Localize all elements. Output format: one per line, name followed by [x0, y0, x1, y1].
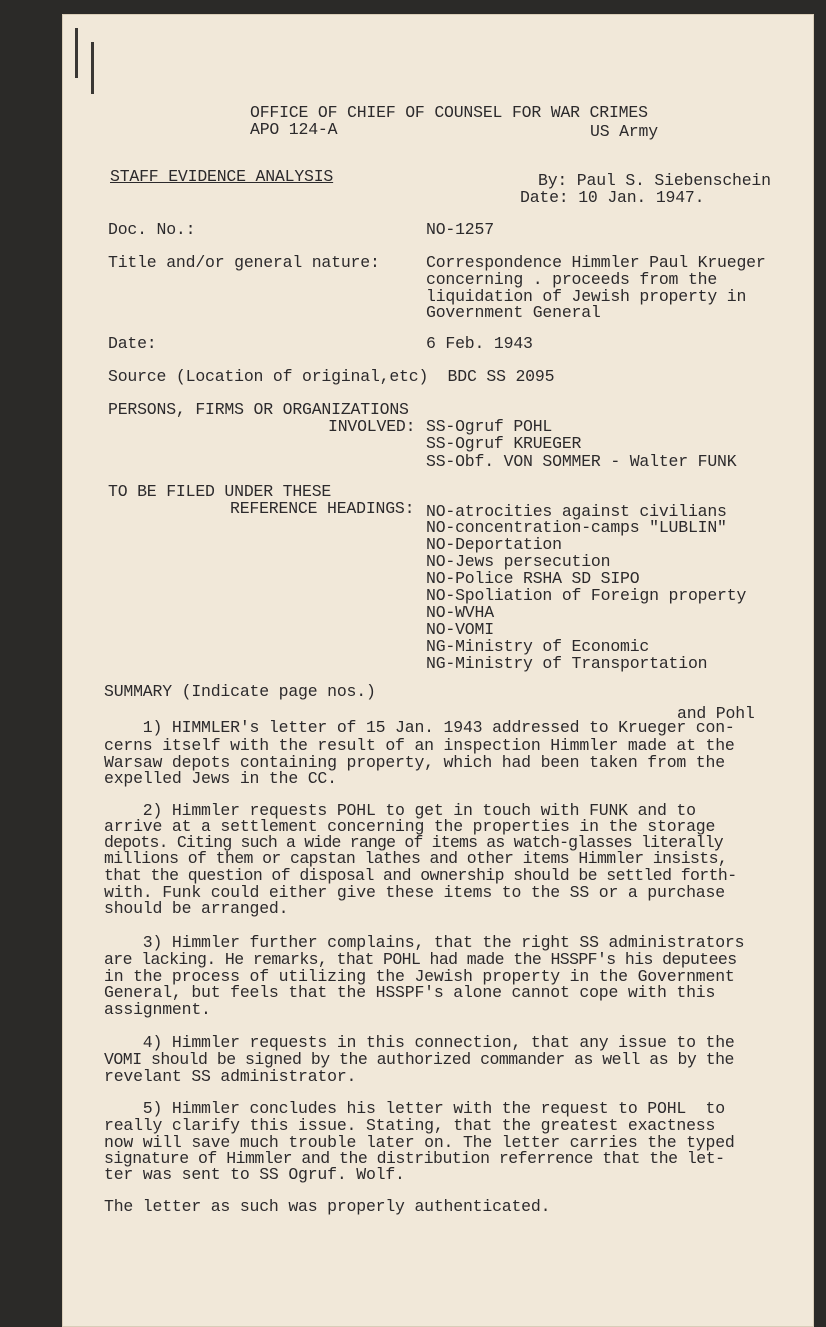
summary-p2-line: that the question of disposal and ownership should be settled forth-: [104, 866, 737, 885]
summary-p5-line: now will save much trouble later on. The letter carries the typed: [104, 1133, 735, 1152]
source-line: Source (Location of original,etc) BDC SS 2095: [108, 367, 555, 386]
binder-mark: [75, 28, 78, 78]
summary-p5-line: ter was sent to SS Ogruf. Wolf.: [104, 1165, 405, 1184]
heading-entry: NG-Ministry of Economic: [426, 637, 650, 656]
apo-number: APO 124-A: [250, 120, 338, 139]
summary-p2-line: with. Funk could either give these items to the SS or a purchase: [104, 883, 725, 902]
summary-p5-line: signature of Himmler and the distribution referrence that the let-: [104, 1149, 725, 1168]
analyst-name: By: Paul S. Siebenschein: [538, 171, 771, 190]
summary-p1-line: expelled Jews in the CC.: [104, 769, 337, 788]
heading-entry: NO-concentration-camps "LUBLIN": [426, 518, 727, 537]
analysis-title: STAFF EVIDENCE ANALYSIS: [110, 167, 334, 186]
filed-label: REFERENCE HEADINGS:: [230, 499, 415, 518]
summary-p1-line: Warsaw depots containing property, which had been taken from the: [104, 753, 725, 772]
title-line: Correspondence Himmler Paul Krueger: [426, 253, 766, 272]
summary-p1-line: 1) HIMMLER's letter of 15 Jan. 1943 addressed to Krueger con-: [104, 718, 735, 737]
heading-entry: NG-Ministry of Transportation: [426, 654, 708, 673]
person-entry: SS-Ogruf POHL: [426, 417, 553, 436]
army-label: US Army: [590, 122, 658, 141]
date-value: 6 Feb. 1943: [426, 334, 533, 353]
summary-p3-line: assignment.: [104, 1000, 211, 1019]
summary-p2-line: millions of them or capstan lathes and other items Himmler insists,: [104, 849, 728, 868]
summary-p3-line: General, but feels that the HSSPF's alone cannot cope with this: [104, 983, 716, 1002]
persons-label: PERSONS, FIRMS OR ORGANIZATIONS: [108, 400, 409, 419]
doc-number-value: NO-1257: [426, 220, 494, 239]
summary-p4-line: 4) Himmler requests in this connection, that any issue to the: [104, 1033, 735, 1052]
heading-entry: NO-VOMI: [426, 620, 494, 639]
date-label: Date:: [108, 334, 157, 353]
title-line: concerning . proceeds from the: [426, 270, 718, 289]
persons-label: INVOLVED:: [328, 417, 416, 436]
heading-entry: NO-Jews persecution: [426, 552, 611, 571]
summary-p5-line: really clarify this issue. Stating, that the greatest exactness: [104, 1116, 716, 1135]
filed-label: TO BE FILED UNDER THESE: [108, 482, 332, 501]
heading-entry: NO-Police RSHA SD SIPO: [426, 569, 640, 588]
summary-p3-line: 3) Himmler further complains, that the right SS administrators: [104, 933, 745, 952]
binder-mark: [91, 42, 94, 94]
closing-line: The letter as such was properly authenticated.: [104, 1197, 551, 1216]
heading-entry: NO-Deportation: [426, 535, 562, 554]
summary-p1-line: cerns itself with the result of an inspection Himmler made at the: [104, 736, 735, 755]
person-entry: SS-Ogruf KRUEGER: [426, 434, 582, 453]
heading-entry: NO-atrocities against civilians: [426, 502, 727, 521]
analysis-date: Date: 10 Jan. 1947.: [520, 188, 705, 207]
summary-p4-line: VOMI should be signed by the authorized commander as well as by the: [104, 1050, 734, 1069]
doc-number-label: Doc. No.:: [108, 220, 196, 239]
summary-p3-line: are lacking. He remarks, that POHL had made the HSSPF's his deputees: [104, 950, 737, 969]
summary-p2-line: 2) Himmler requests POHL to get in touch with FUNK and to: [104, 801, 696, 820]
summary-label: SUMMARY (Indicate page nos.): [104, 682, 376, 701]
title-label: Title and/or general nature:: [108, 253, 380, 272]
heading-entry: NO-WVHA: [426, 603, 494, 622]
summary-p2-line: should be arranged.: [104, 899, 289, 918]
person-entry: SS-Obf. VON SOMMER - Walter FUNK: [426, 452, 737, 471]
summary-p3-line: in the process of utilizing the Jewish property in the Government: [104, 967, 735, 986]
summary-p4-line: revelant SS administrator.: [104, 1067, 357, 1086]
title-line: liquidation of Jewish property in: [426, 287, 747, 306]
heading-entry: NO-Spoliation of Foreign property: [426, 586, 747, 605]
summary-p5-line: 5) Himmler concludes his letter with the request to POHL to: [104, 1099, 725, 1118]
title-line: Government General: [426, 303, 601, 322]
summary-p2-line: depots. Citing such a wide range of items as watch-glasses literally: [104, 833, 723, 852]
office-title: OFFICE OF CHIEF OF COUNSEL FOR WAR CRIMES: [250, 103, 648, 122]
summary-insert: and Pohl: [677, 704, 755, 723]
summary-p2-line: arrive at a settlement concerning the properties in the storage: [104, 817, 716, 836]
